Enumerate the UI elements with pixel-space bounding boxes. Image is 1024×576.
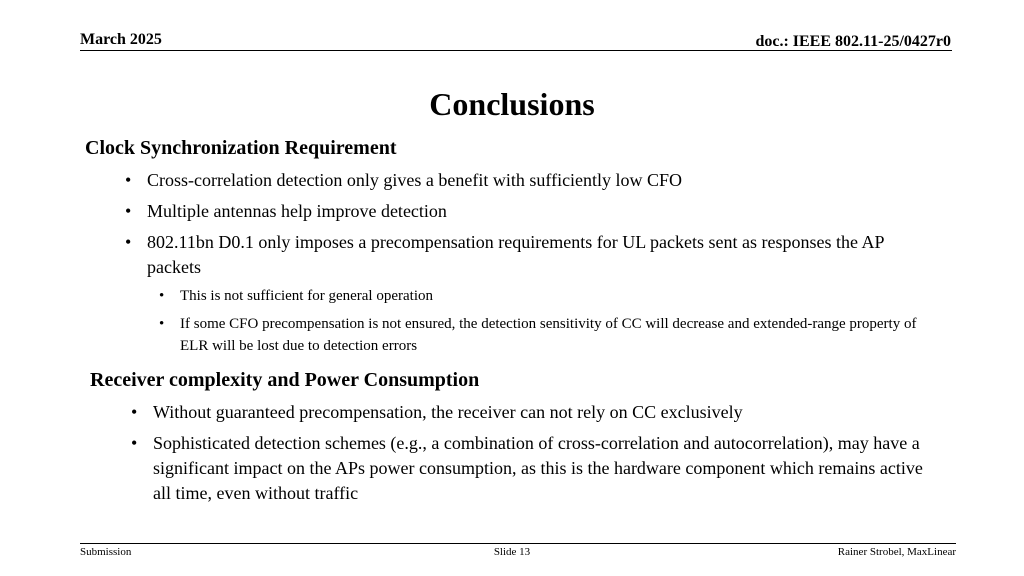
slide-title: Conclusions bbox=[429, 86, 595, 122]
bullet-icon: • bbox=[125, 232, 132, 252]
sub-list-item bbox=[159, 285, 925, 307]
list-item bbox=[125, 199, 925, 224]
list-item bbox=[131, 431, 931, 506]
bullet-icon: • bbox=[159, 288, 165, 304]
bullet-icon: • bbox=[131, 402, 138, 422]
footer-slide-number: Slide 13 bbox=[493, 546, 531, 558]
list-item-text: Cross-correlation detection only gives a benefit with sufficiently low CFO bbox=[147, 170, 683, 190]
sub-list-item bbox=[159, 313, 925, 357]
sub-list-item-text: If some CFO precompensation is not ensured, the detection sensitivity of CC will decrease and extended-range property of ELR will be lost due to detection errors bbox=[180, 316, 917, 354]
section-heading-receiver-complexity: Receiver complexity and Power Consumption bbox=[90, 369, 480, 391]
list-item-text: Sophisticated detection schemes (e.g., a combination of cross-correlation and autocorrelation), may have a significant impact on the APs power consumption, as this is the hardware component which remains active all time, even without traffic bbox=[153, 433, 923, 503]
footer-divider bbox=[80, 543, 956, 544]
footer-author: Rainer Strobel, MaxLinear bbox=[837, 546, 956, 558]
receiver-complexity-list bbox=[131, 400, 931, 512]
list-item bbox=[125, 168, 925, 193]
header-divider bbox=[80, 50, 952, 51]
bullet-icon: • bbox=[159, 316, 165, 332]
section-heading-clock-sync: Clock Synchronization Requirement bbox=[85, 137, 397, 159]
bullet-icon: • bbox=[125, 170, 132, 190]
clock-sync-list bbox=[125, 168, 925, 363]
bullet-icon: • bbox=[131, 433, 138, 453]
footer-submission: Submission bbox=[80, 546, 132, 558]
list-item-text: Multiple antennas help improve detection bbox=[147, 201, 447, 221]
sub-list bbox=[159, 285, 925, 357]
sub-list-item-text: This is not sufficient for general operation bbox=[180, 288, 433, 304]
bullet-icon: • bbox=[125, 201, 132, 221]
list-item-text: 802.11bn D0.1 only imposes a precompensation requirements for UL packets sent as responses the AP packets bbox=[147, 232, 884, 277]
list-item bbox=[131, 400, 931, 425]
list-item bbox=[125, 230, 925, 357]
header-date: March 2025 bbox=[80, 31, 162, 48]
header-doc-id: doc.: IEEE 802.11-25/0427r0 bbox=[755, 33, 951, 50]
list-item-text: Without guaranteed precompensation, the receiver can not rely on CC exclusively bbox=[153, 402, 743, 422]
